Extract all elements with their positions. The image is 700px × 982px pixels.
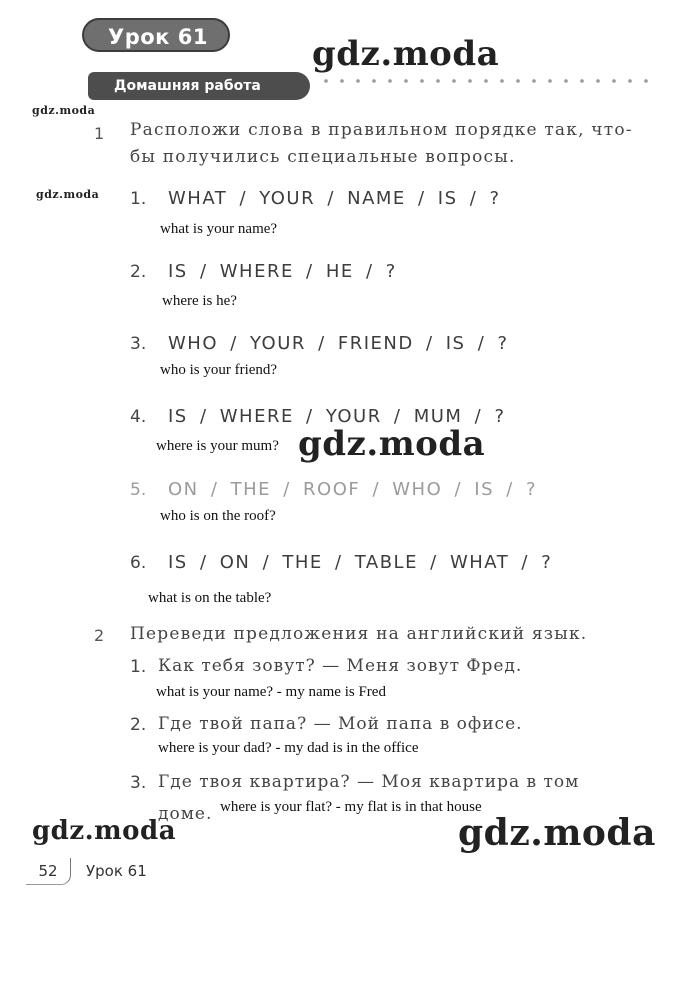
- item-number: 3.: [130, 334, 147, 354]
- russian-sentence: Где твой папа? — Мой папа в офисе.: [158, 714, 523, 734]
- watermark-small: gdz.moda: [32, 104, 96, 117]
- scrambled-words: IS / ON / THE / TABLE / WHAT / ?: [168, 552, 553, 573]
- homework-banner: Домашняя работа: [88, 72, 310, 100]
- scrambled-words: IS / WHERE / YOUR / MUM / ?: [168, 406, 506, 427]
- item-number: 4.: [130, 407, 147, 427]
- scrambled-words: ON / THE / ROOF / WHO / IS / ?: [168, 479, 538, 500]
- handwritten-answer: what is your name?: [160, 221, 278, 237]
- watermark-small: gdz.moda: [36, 188, 100, 201]
- item-number: 2.: [130, 715, 147, 735]
- dotted-divider: [318, 78, 648, 84]
- handwritten-answer: who is your friend?: [160, 362, 278, 378]
- handwritten-answer: who is on the roof?: [160, 508, 276, 524]
- footer-lesson-label: Урок 61: [86, 862, 147, 880]
- handwritten-answer: where is he?: [162, 293, 237, 309]
- russian-sentence: Где твоя квартира? — Моя квартира в том: [158, 772, 580, 792]
- task-instruction: бы получились специальные вопросы.: [130, 147, 516, 167]
- handwritten-answer: what is your name? - my name is Fred: [156, 684, 386, 700]
- item-number: 5.: [130, 480, 147, 500]
- item-number: 3.: [130, 773, 147, 793]
- handwritten-answer: what is on the table?: [148, 590, 272, 606]
- task-instruction: Расположи слова в правильном порядке так, что-: [130, 120, 633, 140]
- task-number: 1: [94, 124, 105, 143]
- lesson-badge: Урок 61: [82, 18, 230, 52]
- task-number: 2: [94, 626, 105, 645]
- page-number: 52: [26, 858, 71, 885]
- watermark-logo: gdz.moda: [312, 34, 500, 74]
- scrambled-words: WHAT / YOUR / NAME / IS / ?: [168, 188, 501, 209]
- watermark-logo: gdz.moda: [32, 816, 177, 846]
- item-number: 6.: [130, 553, 147, 573]
- russian-sentence-continued: доме.: [158, 804, 213, 824]
- item-number: 1.: [130, 657, 147, 677]
- item-number: 1.: [130, 189, 147, 209]
- handwritten-answer: where is your mum?: [156, 438, 279, 454]
- handwritten-answer: where is your dad? - my dad is in the office: [158, 740, 419, 756]
- scrambled-words: IS / WHERE / HE / ?: [168, 261, 397, 282]
- scrambled-words: WHO / YOUR / FRIEND / IS / ?: [168, 333, 509, 354]
- task-instruction: Переведи предложения на английский язык.: [130, 624, 588, 644]
- watermark-logo: gdz.moda: [298, 424, 486, 464]
- watermark-logo: gdz.moda: [458, 812, 656, 854]
- russian-sentence: Как тебя зовут? — Меня зовут Фред.: [158, 656, 523, 676]
- item-number: 2.: [130, 262, 147, 282]
- handwritten-answer: where is your flat? - my flat is in that house: [220, 799, 482, 815]
